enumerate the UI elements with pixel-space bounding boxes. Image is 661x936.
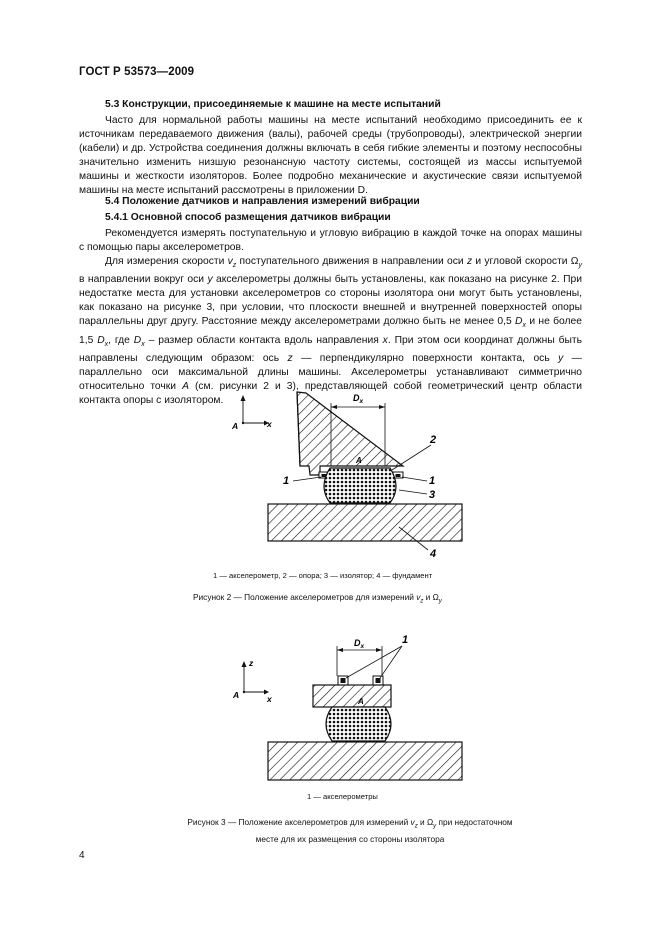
figure-3-support	[313, 685, 391, 707]
figure-2-caption: Рисунок 2 — Положение акселерометров для измерений $v_z$ и $\Omega_y$	[193, 592, 442, 605]
figure-3-legend: 1 — акселерометры	[307, 792, 378, 801]
section-5-4-1-paragraph-2: Для измерения скорости $v_z$ поступательного движения в направлении оси z и угловой скорости $\Omega_y$ в направлении вокруг оси y акселерометры должны быть установлены, как показано на рисунке 2. При недостатке места для установки акселерометров со стороны изолятора они могут быть установлены, как показано на рисунке 3, при условии, что плоскости внешней и внутренней поверхностей опоры параллельны друг другу. Расстояние между акселерометрами должно быть не менее 0,5 $D_x$ и не более 1,5 $D_x$, где $D_x$ – размер области контакта вдоль направления x. При этом оси координат должны быть направлены следующим образом: ось z — перпендикулярно поверхности контакта, ось y — параллельно оси максимальной длины машины. Акселерометры устанавливают симметрично относительно точки A (см. рисунки 2 и 3), представляющей собой геометрический центр области контакта опоры с изолятором.	[79, 256, 583, 406]
figure-3-label-dx: $D_x$	[354, 638, 365, 650]
figure-3-caption: Рисунок 3 — Положение акселерометров для измерений $v_z$ и $\Omega_y$ при недостаточном месте для их размещения со стороны изолятора	[187, 817, 513, 844]
figure-2-label-2: 2	[430, 434, 437, 446]
section-5-3-title: 5.3 Конструкции, присоединяемые к машине на месте испытаний	[105, 99, 441, 110]
figure-2-label-4: 4	[430, 548, 437, 560]
figure-2-label-1-left: 1	[283, 475, 290, 487]
figure-3-label-A: A	[233, 690, 240, 700]
section-5-3-paragraph: Часто для нормальной работы машины на месте испытаний необходимо присоединить ее к источникам передаваемого движения (валы), рабочей среды (трубопроводы), электрической энергии (кабели) и др. Устройства соединения должны включать в себя гибкие элементы и поэтому неспособны значительно изменить низшую резонансную частоту системы, состоящей из массы испытуемой машины и жесткости изоляторов. Более подробно механические и акустические связи испытуемой машины на месте испытаний рассмотрены в приложении D.	[79, 115, 582, 197]
figure-2-label-3: 3	[429, 489, 436, 501]
figure-3-label-z: z	[249, 658, 254, 668]
figure-2-support	[297, 392, 403, 475]
figure-2-foundation	[268, 504, 462, 541]
figure-2-label-A-center: A	[356, 456, 362, 465]
figure-2-isolator	[324, 468, 396, 503]
figure-3-diagram	[220, 628, 480, 788]
figure-3-label-A-center: A	[358, 697, 364, 706]
section-5-4-1-title: 5.4.1 Основной способ размещения датчиков вибрации	[105, 212, 391, 223]
figure-3-foundation	[268, 742, 462, 780]
figure-3-label-1: 1	[402, 634, 409, 646]
figure-3-label-x: x	[267, 694, 272, 704]
figure-2-label-1-right: 1	[429, 475, 436, 487]
section-5-4-title: 5.4 Положение датчиков и направления измерений вибрации	[105, 196, 420, 207]
figure-3-isolator	[326, 707, 391, 741]
figure-2-legend: 1 — акселерометр, 2 — опора; 3 — изолятор; 4 — фундамент	[213, 571, 433, 580]
figure-2-label-dx: $D_x$	[353, 393, 364, 405]
figure-2-axes	[241, 395, 270, 426]
page-number: 4	[79, 850, 85, 861]
section-5-4-1-paragraph-1: Рекомендуется измерять поступательную и угловую вибрацию в каждой точке на опорах машины с помощью пары акселерометров.	[79, 228, 582, 254]
figure-2-diagram	[200, 380, 500, 570]
figure-3-axes	[242, 661, 270, 695]
document-header: ГОСТ Р 53573—2009	[79, 66, 195, 78]
figure-2-label-A: A	[232, 421, 239, 431]
figure-2-label-x: x	[267, 419, 272, 429]
